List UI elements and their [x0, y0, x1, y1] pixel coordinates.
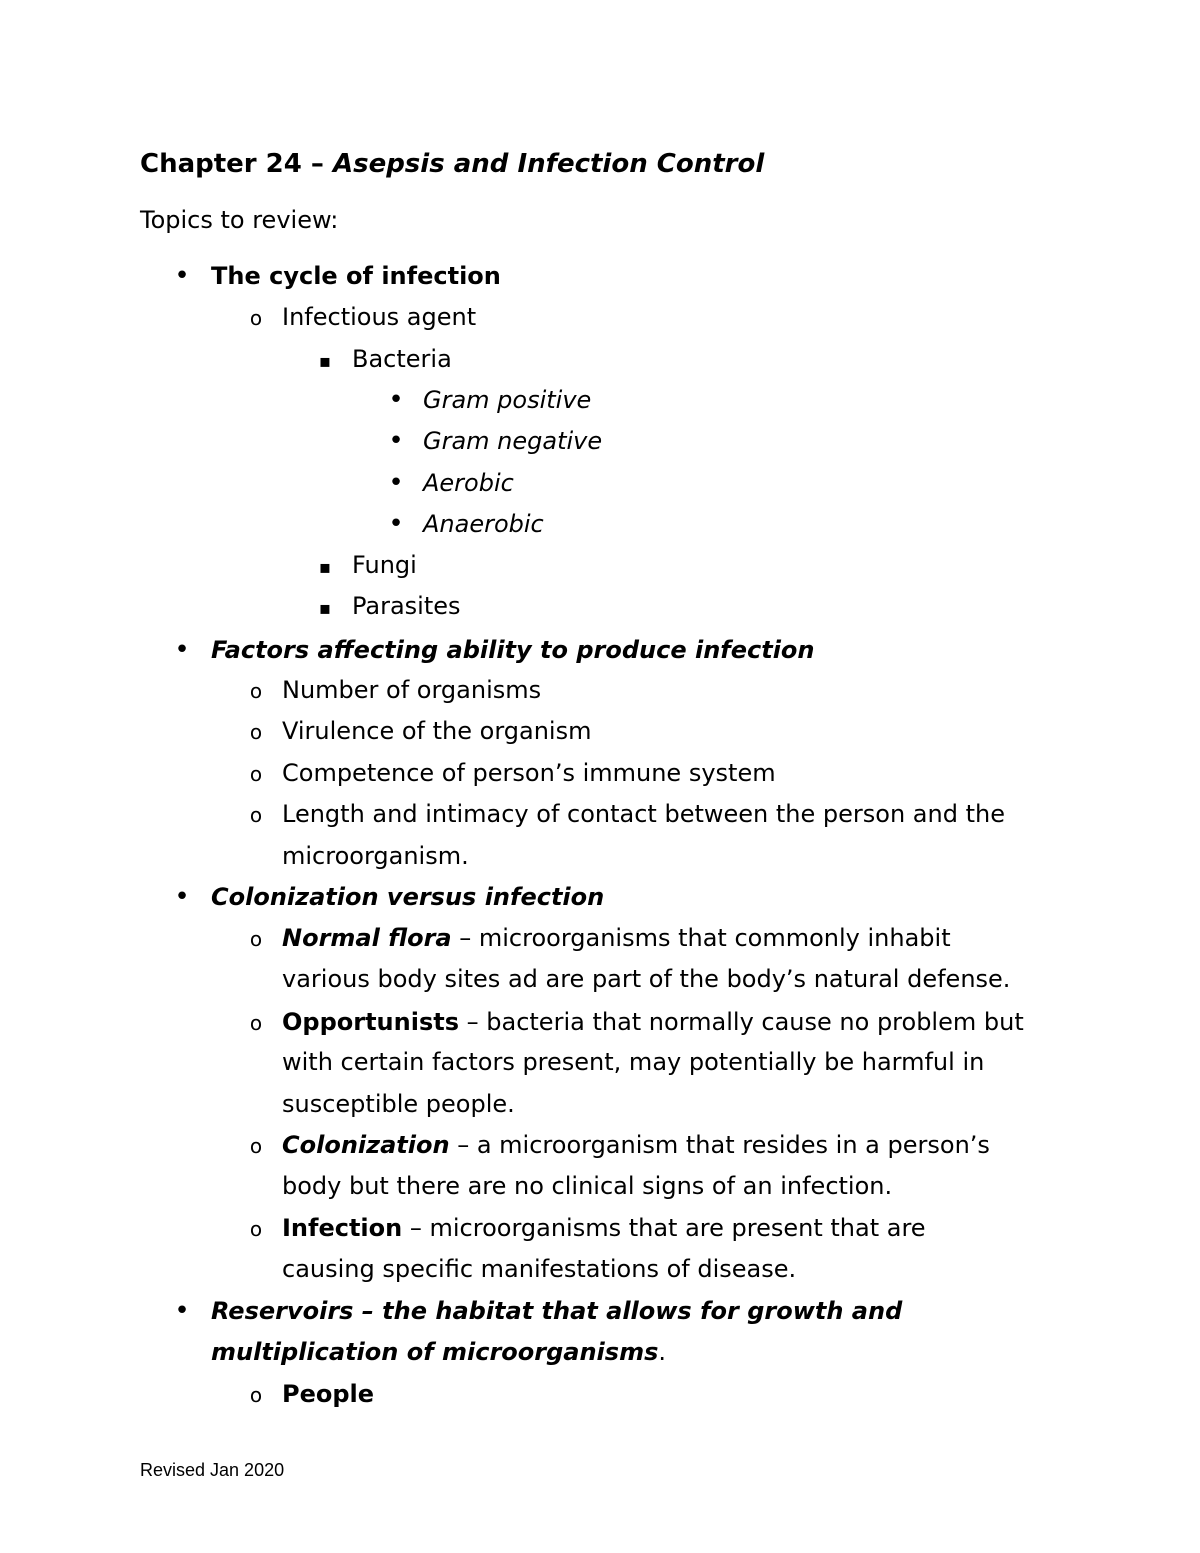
- definition-text: causing specific manifestations of disease.: [282, 1255, 797, 1283]
- bullet-icon: [167, 1291, 197, 1331]
- list-item: [0, 1125, 1200, 1165]
- list-item: [0, 630, 1200, 670]
- parasites-item: Parasites: [352, 592, 461, 620]
- list-item: [0, 297, 1200, 337]
- section-heading-colonization: Colonization versus infection: [211, 883, 605, 911]
- people-item: People: [282, 1380, 375, 1408]
- heading-text: multiplication of microorganisms: [211, 1338, 659, 1366]
- aerobic-item: Aerobic: [423, 469, 514, 497]
- factor-item: Number of organisms: [282, 676, 542, 704]
- page-title: [140, 144, 764, 184]
- circle-bullet-icon: [241, 1125, 271, 1166]
- square-bullet-icon: [310, 339, 340, 382]
- list-item-continuation: [0, 1166, 1200, 1206]
- list-item: [0, 504, 1200, 544]
- list-item: [0, 256, 1200, 296]
- list-item: [0, 545, 1200, 585]
- list-item: [0, 918, 1200, 958]
- bullet-icon: [167, 877, 197, 917]
- list-item: [0, 1374, 1200, 1414]
- bullet-icon: [381, 421, 411, 461]
- section-heading-factors: Factors affecting ability to produce infection: [211, 636, 815, 664]
- factor-item: Virulence of the organism: [282, 717, 592, 745]
- term-reservoirs: Reservoirs: [211, 1297, 354, 1325]
- square-bullet-icon: [310, 545, 340, 588]
- bullet-icon: [381, 463, 411, 503]
- list-item-continuation: [0, 1249, 1200, 1289]
- bullet-icon: [167, 256, 197, 296]
- term-opportunists: Opportunists: [282, 1008, 459, 1036]
- list-item-continuation: [0, 1042, 1200, 1082]
- definition-text: – microorganisms that commonly inhabit: [451, 924, 951, 952]
- factor-item: Length and intimacy of contact between the person and the: [282, 800, 1005, 828]
- factor-item: Competence of person’s immune system: [282, 759, 776, 787]
- bullet-icon: [381, 380, 411, 420]
- definition-text: susceptible people.: [282, 1090, 515, 1118]
- infection-definition: [282, 1208, 926, 1248]
- gram-negative-item: Gram negative: [423, 427, 603, 455]
- term-infection: Infection: [282, 1214, 403, 1242]
- bullet-icon: [167, 630, 197, 670]
- heading-period: .: [658, 1338, 667, 1366]
- circle-bullet-icon: [241, 794, 271, 835]
- fungi-item: Fungi: [352, 551, 417, 579]
- heading-continuation: [211, 1332, 666, 1372]
- section-heading-reservoirs: [211, 1291, 902, 1331]
- circle-bullet-icon: [241, 753, 271, 794]
- circle-bullet-icon: [241, 297, 271, 338]
- intro-text: Topics to review:: [140, 206, 339, 234]
- list-item: [0, 670, 1200, 710]
- list-item-continuation: [0, 1332, 1200, 1372]
- circle-bullet-icon: [241, 1208, 271, 1249]
- list-item-continuation: [0, 836, 1200, 876]
- circle-bullet-icon: [241, 1374, 271, 1415]
- list-item: [0, 380, 1200, 420]
- factor-item-continuation: microorganism.: [282, 842, 469, 870]
- bullet-icon: [381, 504, 411, 544]
- definition-text: – bacteria that normally cause no problem but: [459, 1008, 1024, 1036]
- list-item: [0, 586, 1200, 626]
- term-colonization: Colonization: [282, 1131, 450, 1159]
- opportunists-definition: [282, 1002, 1024, 1042]
- colonization-definition: [282, 1125, 990, 1165]
- definition-text: various body sites ad are part of the body’s natural defense.: [282, 965, 1011, 993]
- list-item: [0, 421, 1200, 461]
- list-item: [0, 753, 1200, 793]
- anaerobic-item: Anaerobic: [423, 510, 544, 538]
- list-item: [0, 1291, 1200, 1331]
- circle-bullet-icon: [241, 670, 271, 711]
- definition-text: – a microorganism that resides in a person’s: [449, 1131, 990, 1159]
- circle-bullet-icon: [241, 1002, 271, 1043]
- list-item: [0, 339, 1200, 379]
- title-prefix: Chapter 24 –: [140, 149, 333, 179]
- list-item: [0, 463, 1200, 503]
- list-item-continuation: [0, 959, 1200, 999]
- list-item-continuation: [0, 1084, 1200, 1124]
- circle-bullet-icon: [241, 918, 271, 959]
- normal-flora-definition: [282, 918, 951, 958]
- definition-text: body but there are no clinical signs of an infection.: [282, 1172, 893, 1200]
- list-item: [0, 1002, 1200, 1042]
- bacteria-item: Bacteria: [352, 345, 452, 373]
- heading-text: – the habitat that allows for growth and: [353, 1297, 903, 1325]
- section-heading-cycle: The cycle of infection: [211, 262, 501, 290]
- definition-text: – microorganisms that are present that are: [402, 1214, 926, 1242]
- square-bullet-icon: [310, 586, 340, 629]
- page-footer: Revised Jan 2020: [140, 1460, 285, 1480]
- title-emphasis: Asepsis and Infection Control: [332, 149, 765, 179]
- definition-text: with certain factors present, may potentially be harmful in: [282, 1048, 985, 1076]
- list-item: [0, 794, 1200, 834]
- list-item: [0, 711, 1200, 751]
- list-item: [0, 1208, 1200, 1248]
- term-normal-flora: Normal flora: [282, 924, 452, 952]
- list-item: [0, 877, 1200, 917]
- circle-bullet-icon: [241, 711, 271, 752]
- infectious-agent-item: Infectious agent: [282, 303, 477, 331]
- gram-positive-item: Gram positive: [423, 386, 592, 414]
